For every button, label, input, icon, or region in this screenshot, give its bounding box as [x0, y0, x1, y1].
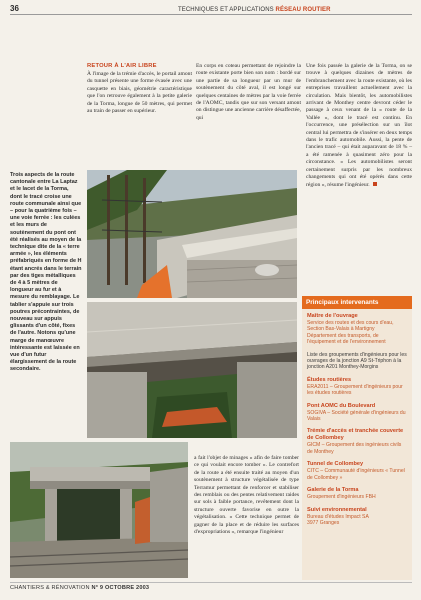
entry-subheading: Liste des groupements d'ingénieurs pour les ouvrages de la jonction A9 St-Triphon à la jonction A201 Monthey-Morgins — [307, 351, 407, 371]
article-subheading: RETOUR À L'AIR LIBRE — [87, 63, 157, 69]
entry-heading: Trémie d'accès et tranchée couverte de Collombey — [307, 428, 404, 442]
sidebar-entry — [307, 428, 407, 455]
sidebar-entry — [307, 313, 407, 346]
photo-galerie-portal — [10, 442, 188, 578]
entry-body: SOGIVA – Société générale d'ingénieurs du Valais — [307, 409, 406, 423]
entry-heading: Maître de l'ouvrage — [307, 313, 358, 319]
page-number: 36 — [10, 4, 19, 13]
page-footer — [10, 585, 149, 591]
sidebar-entry — [307, 352, 407, 371]
sidebar-entry — [307, 487, 407, 500]
entry-heading: Galerie de la Torma — [307, 487, 359, 494]
entry-body: Groupement d'ingénieurs FBH — [307, 494, 376, 501]
page-header — [10, 4, 412, 18]
section-rubric — [178, 6, 331, 14]
sidebar-title: Principaux intervenants — [302, 296, 412, 309]
entry-body: GICM – Groupement des ingénieurs civils de Monthey — [307, 442, 402, 455]
entry-heading: Pont AOMC du Boulevard — [307, 402, 376, 409]
article-text-3: Une fois passée la galerie de la Torma, on se trouve à quelques dizaines de mètres de l'embranchement avec la route existante, où les entreprises travaillent actuellement avec la circulation. Mais bientôt, les automobilistes arrivant de Monthey centre devront céder le passage à ceux venant de la « route de la Vallée », dont le tracé est continu. En l'occurrence, une présélection sur un îlot central lui permettra de s'insérer en deux temps dans le trafic automobile. Aussi, la pente de l'ancien tracé – qui était auparavant de 18 % – a été ramenée à quasiment zéro pour la circonstance. « Les automobilistes seront certainement surpris par les nombreux changements qui ont été opérés dans cette région », résume l'ingénieur. — [306, 63, 412, 188]
sidebar-entry — [307, 403, 407, 423]
sidebar-entry — [307, 461, 407, 481]
sidebar-principaux-intervenants — [302, 296, 412, 580]
end-mark-icon — [373, 182, 377, 186]
article-column-2 — [196, 63, 301, 122]
article-column-4 — [194, 455, 299, 536]
rubric-section: RÉSEAU ROUTIER — [275, 7, 331, 13]
sidebar-body — [302, 309, 412, 526]
photo-bridge-abutment — [87, 170, 297, 298]
footer-issue: N° 9 OCTOBRE 2003 — [91, 585, 150, 591]
article-column-1 — [87, 63, 192, 115]
article-text-4: a fait l'objet de minages « afin de faire tomber ce qui voulait encore tomber ». Le contrefort de la route a été ensuite traité au moyen d'un soutènement à structure végétalisée de type Terramur permettant de renforcer et stabiliser des remblais ou des pentes relativement raides sur sols à faible portance, revêtement dont la structure ouverte favorise en outre la végétalisation. « Cette technique permet de gagner de la place et de réduire les surfaces d'expropriations », remarque l'ingénieur — [194, 455, 299, 536]
entry-body: CITC – Communauté d'ingénieurs « Tunnel de Collombey » — [307, 468, 405, 481]
entry-heading: Études routières — [307, 376, 352, 383]
entry-body: Service des routes et des cours d'eau, Section Bas-Valais à Martigny Département des transports, de l'équipement et de l'environnement — [307, 320, 394, 346]
photo-caption: Trois aspects de la route cantonale entre La Laptaz et le lacet de la Torma, dont le tracé croise une route communale ainsi que – pour la quatrième fois – une voie ferrée : les culées et les murs de soutènement du pont ont été réalisés au moyen de la technique dite de la « terre armée », les éléments préfabriqués en forme de H étant ancrés dans le terrain par des tiges métalliques de 4 à 5 mètres de longueur au fur et à mesure du remblayage. Le tablier s'appuie sur trois poutres précontraintes, de nouveau sur appuis glissants d'un côté, fixes de l'autre. Notons qu'une marge de manœuvre intéressante est laissée en vue d'un futur élargissement de la route secondaire. — [10, 172, 82, 373]
entry-heading: Suivi environnemental — [307, 506, 367, 513]
entry-heading: Tunnel de Collombey — [307, 461, 364, 468]
sidebar-entry — [307, 377, 407, 397]
photo-bridge-underside — [87, 302, 297, 438]
rubric-prefix: TECHNIQUES ET APPLICATIONS — [178, 7, 274, 13]
entry-body: Bureau d'études Impact SA 3977 Granges — [307, 513, 369, 526]
article-text-1: À l'image de la trémie d'accès, le portail amont du tunnel présente une forme évasée avec une casquette en biais, géométrie caractéristique que l'on retrouve également à la petite galerie de la Torma, longue de 50 mètres, qui permet au train de passer en supérieur. — [87, 70, 192, 114]
header-divider — [10, 14, 412, 15]
footer-divider — [10, 582, 412, 583]
article-text-2: En corps en coteau permettant de rejoindre la route existante porte bien son nom : bordé sur une partie de sa longueur par un mur de soutènement du côté aval, il est longé sur quelques centaines de mètres par la voie ferrée de l'AOMC, tandis que sur son versant amont on distingue une ancienne carrière désaffectée, qui — [196, 63, 301, 121]
article-column-3 — [306, 63, 412, 189]
footer-publication: CHANTIERS & RÉNOVATION — [10, 585, 90, 591]
sidebar-entry — [307, 507, 407, 527]
entry-body: ERA2011 – Groupement d'ingénieurs pour les études routières — [307, 383, 403, 397]
